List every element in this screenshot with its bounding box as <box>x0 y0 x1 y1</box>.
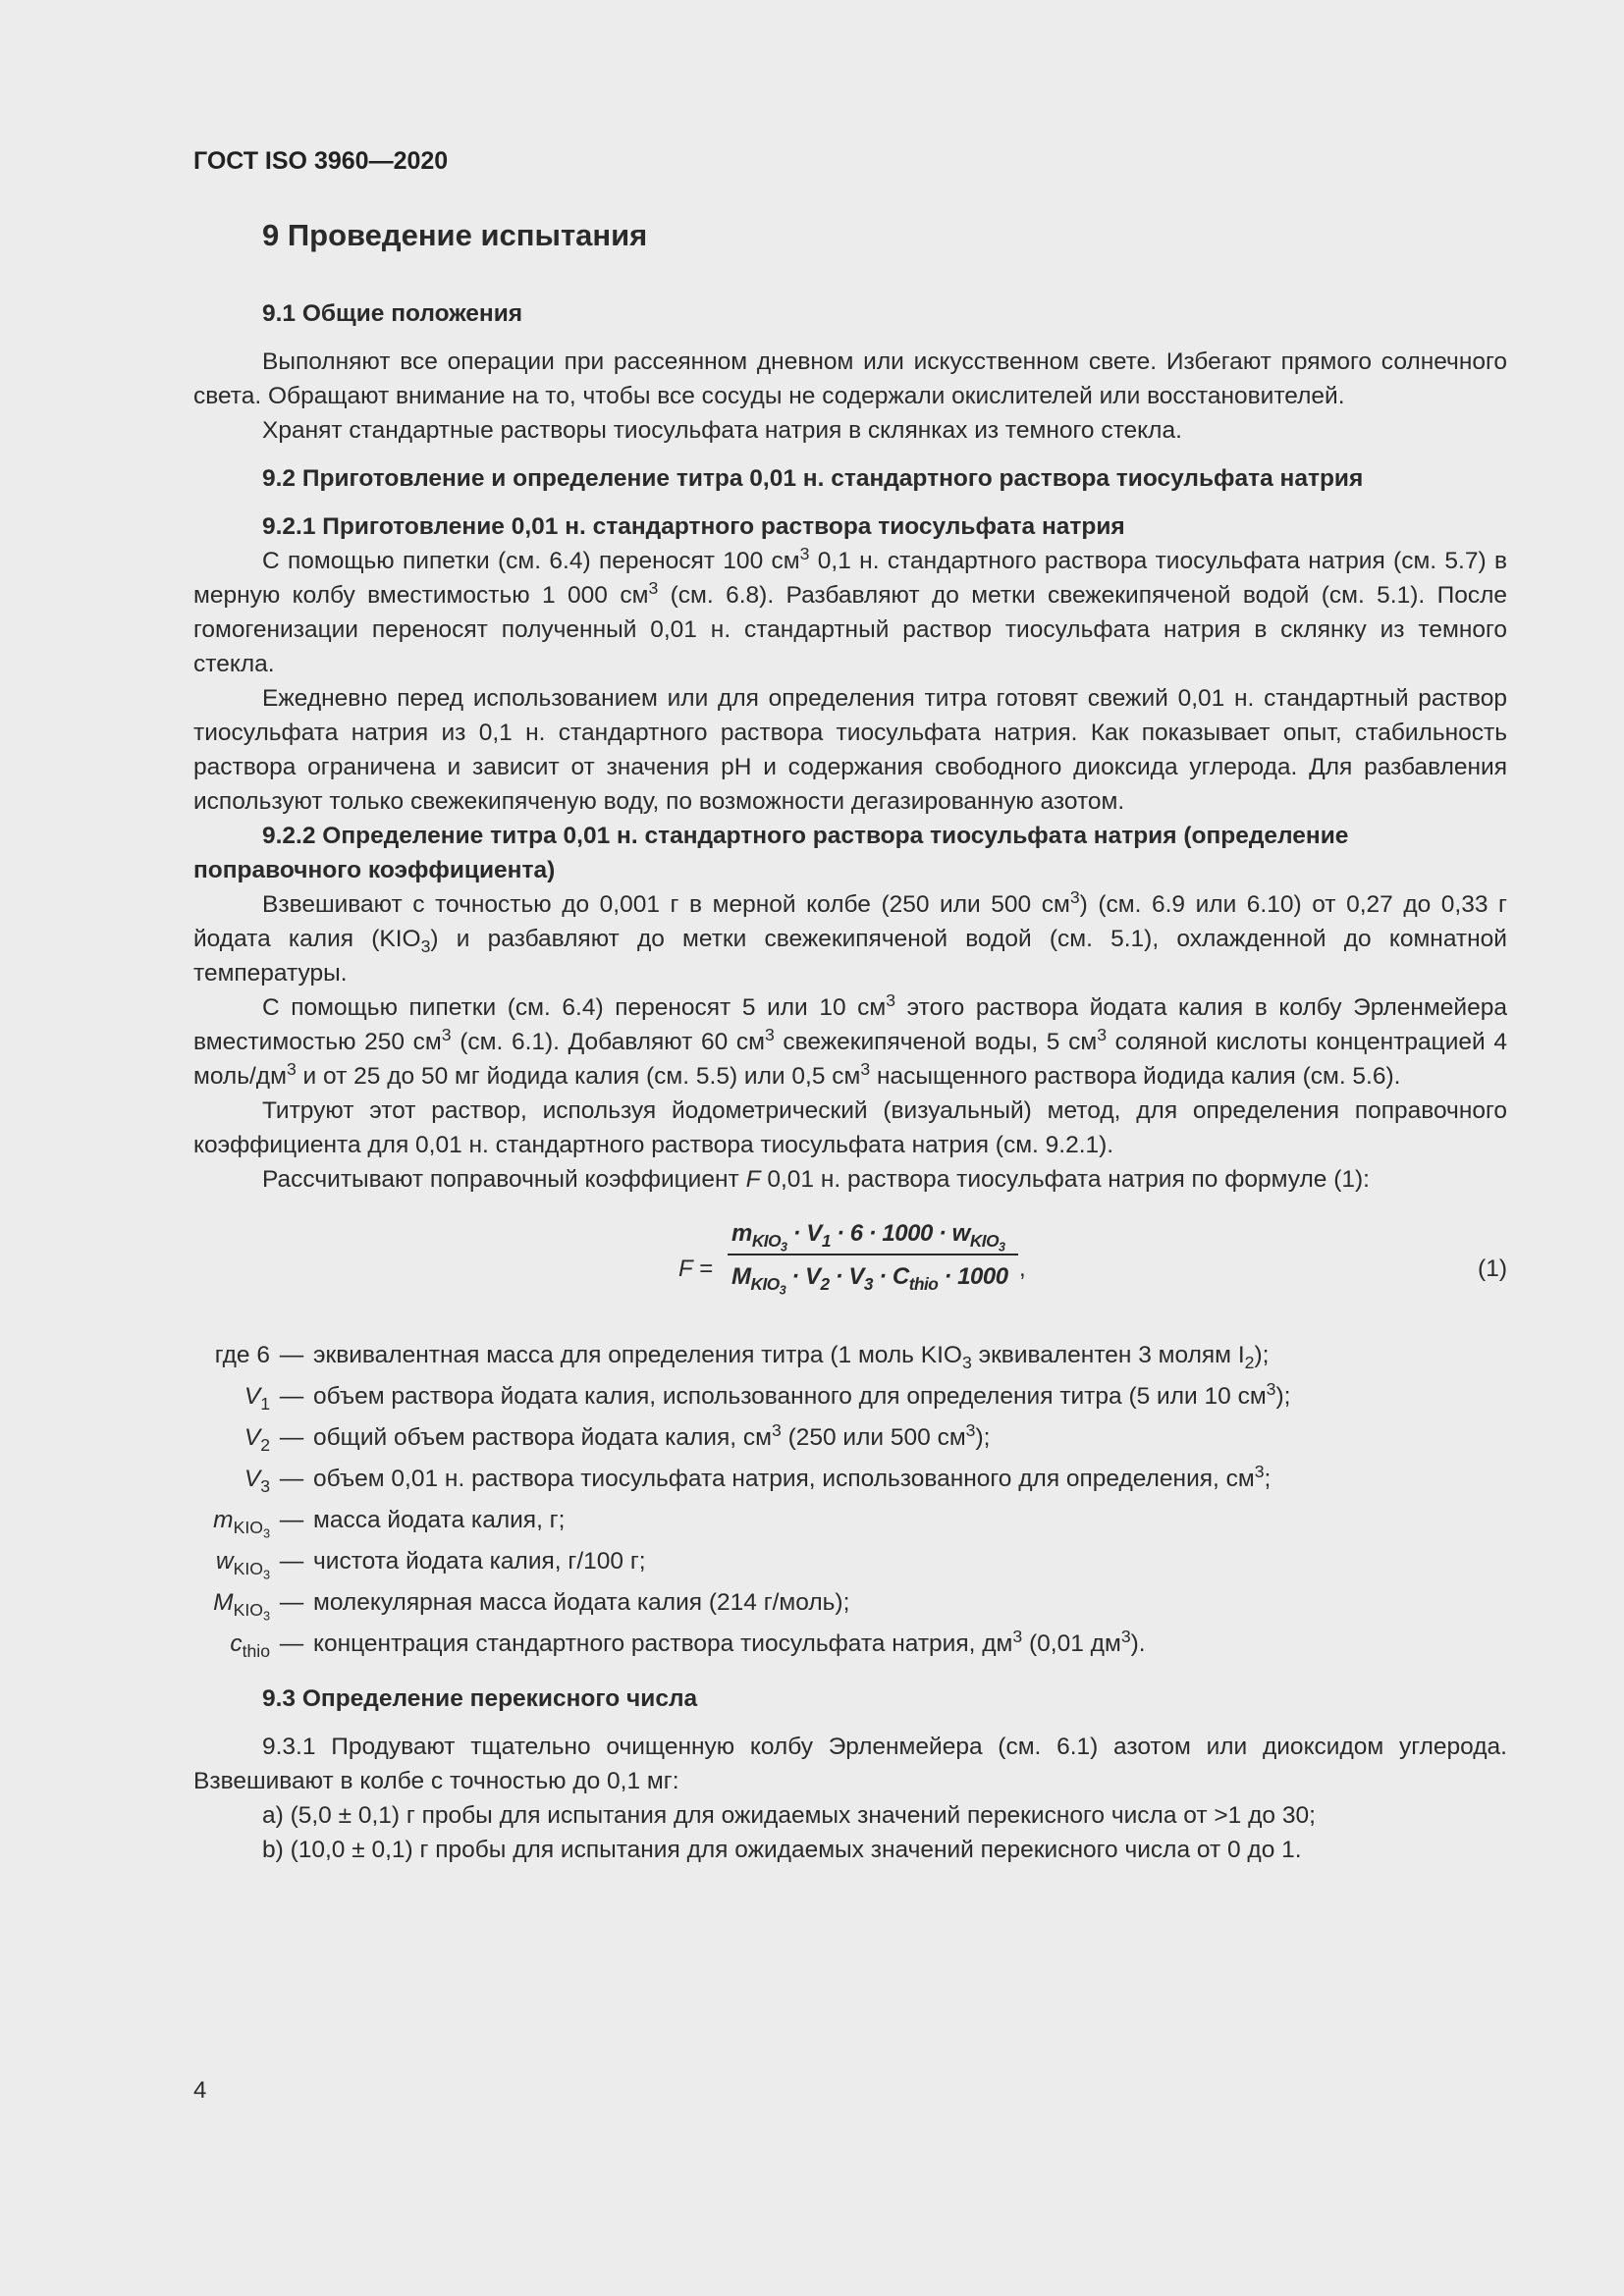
superscript: 3 <box>886 989 896 1010</box>
superscript: 3 <box>1254 1461 1265 1481</box>
subscript: 3 <box>262 1568 270 1582</box>
text-run: ); <box>1254 1342 1270 1368</box>
definition-text <box>313 1462 1507 1496</box>
text-run: насыщенного раствора йодида калия (см. 5.6). <box>870 1063 1401 1090</box>
text-run: ); <box>975 1424 991 1451</box>
superscript: 3 <box>441 1024 452 1044</box>
subscript: 3 <box>961 1352 972 1372</box>
text-run: С помощью пипетки (см. 6.4) переносят 5 или 10 см <box>262 994 887 1021</box>
subscript <box>233 1558 270 1582</box>
text-run: эквивалентная масса для определения титра (1 моль KIO <box>313 1342 962 1368</box>
superscript: 3 <box>648 577 659 598</box>
equation-number: (1) <box>1478 1255 1507 1282</box>
definition-symbol <box>193 1420 270 1455</box>
definition-symbol <box>193 1503 270 1541</box>
definition-row <box>193 1462 1507 1503</box>
dash: — <box>279 1383 304 1410</box>
subscript: thio <box>908 1273 939 1294</box>
subscript-text: KIO <box>233 1517 263 1537</box>
dash: — <box>279 1548 304 1575</box>
subscript: 3 <box>863 1273 874 1294</box>
dash: — <box>279 1507 304 1533</box>
list-item-a: a) (5,0 ± 0,1) г пробы для испытания для ожидаемых значений перекисного числа от >1 до 30; <box>262 1802 1316 1829</box>
definition-row <box>193 1379 1507 1420</box>
text-run: объем 0,01 н. раствора тиосульфата натрия, использованного для определения, см <box>313 1466 1255 1492</box>
definition-symbol: где 6 <box>214 1342 270 1368</box>
definition-row <box>193 1420 1507 1462</box>
subsection-title-9-2 <box>193 461 1507 496</box>
superscript: 3 <box>1266 1378 1276 1399</box>
text-run: Взвешивают с точностью до 0,001 г в мерной колбе (250 или 500 см <box>262 891 1070 918</box>
subscript: 3 <box>260 1475 270 1496</box>
text-run: ). <box>1130 1630 1146 1657</box>
text-run: эквивалентен 3 молям I <box>971 1342 1245 1368</box>
clause-title-9-2-2: 9.2.2 Определение титра 0,01 н. стандартного раствора тиосульфата натрия (определение поправочного коэффициента) <box>193 823 1349 883</box>
text-run: (250 или 500 см <box>781 1424 966 1451</box>
definition-symbol <box>193 1544 270 1582</box>
subscript: 3 <box>779 1283 786 1298</box>
subscript: 2 <box>260 1434 270 1455</box>
subscript-text: KIO <box>751 1230 782 1251</box>
definition-symbol <box>193 1585 270 1624</box>
text-run: концентрация стандартного раствора тиосульфата натрия, дм <box>313 1630 1013 1657</box>
text-run: соляной кислоты концентрацией 4 моль/дм <box>193 1029 1507 1090</box>
subscript-text: KIO <box>969 1230 1000 1251</box>
formula-lhs: F = <box>678 1255 713 1282</box>
formula-denominator <box>731 1259 1008 1298</box>
subsection-title-9-3: 9.3 Определение перекисного числа <box>262 1685 698 1712</box>
definition-row <box>193 1503 1507 1544</box>
text-run: свежекипяченой воды, 5 см <box>774 1029 1098 1055</box>
subscript <box>969 1230 1005 1255</box>
subscript: 3 <box>262 1526 270 1541</box>
paragraph <box>193 990 1507 1094</box>
page-content <box>193 216 1507 1867</box>
symbol: · V <box>785 1263 821 1290</box>
text-run: (см. 6.1). Добавляют 60 см <box>451 1029 765 1055</box>
subscript: 3 <box>781 1240 787 1255</box>
definition-row <box>193 1544 1507 1585</box>
paragraph: 9.3.1 Продувают тщательно очищенную колбу Эрленмейера (см. 6.1) азотом или диоксидом углерода. Взвешивают в колбе с точностью до 0,1 мг: <box>193 1734 1507 1794</box>
subsection-title-text: 9.2 Приготовление и определение титра 0,01 н. стандартного раствора тиосульфата натрия <box>262 465 1364 492</box>
superscript: 3 <box>799 543 810 563</box>
definition-text <box>313 1338 1507 1372</box>
symbol: V <box>244 1383 261 1410</box>
paragraph: Титруют этот раствор, используя йодометрический (визуальный) метод, для определения поправочного коэффициента для 0,01 н. стандартного раствора тиосульфата натрия (см. 9.2.1). <box>193 1097 1507 1158</box>
symbol: · 6 · 1000 · w <box>830 1220 970 1247</box>
superscript: 3 <box>286 1058 297 1079</box>
definition-text <box>313 1420 1507 1455</box>
variable-F: F <box>745 1166 761 1193</box>
text-run: (0,01 дм <box>1022 1630 1121 1657</box>
subscript <box>233 1517 270 1541</box>
dash: — <box>279 1424 304 1451</box>
superscript: 3 <box>764 1024 775 1044</box>
formula-numerator <box>731 1216 1005 1255</box>
paragraph: Ежедневно перед использованием или для определения титра готовят свежий 0,01 н. стандартный раствор тиосульфата натрия из 0,1 н. стандартного раствора тиосульфата натрия. Как показывает опыт, стабильность раствора ограничена и зависит от значения pH и содержания свободного диоксида углерода. Для разбавления используют только свежекипяченую воду, по возможности дегазированную азотом. <box>193 685 1507 815</box>
paragraph <box>193 544 1507 681</box>
superscript: 3 <box>965 1419 976 1440</box>
definitions-list <box>193 1338 1507 1668</box>
text-run: С помощью пипетки (см. 6.4) переносят 100 см <box>262 548 800 574</box>
paragraph <box>193 887 1507 990</box>
superscript: 3 <box>1012 1626 1023 1646</box>
definition-row <box>193 1338 1507 1379</box>
paragraph: Выполняют все операции при рассеянном дневном или искусственном свете. Избегают прямого солнечного света. Обращают внимание на то, чтобы все сосуды не содержали окислителей или восстановителей. <box>193 348 1507 409</box>
symbol: M <box>213 1589 234 1616</box>
paragraph: Хранят стандартные растворы тиосульфата натрия в склянках из темного стекла. <box>262 417 1182 444</box>
text-run: этого раствора йодата калия в колбу Эрленмейера вместимостью 250 см <box>193 994 1507 1055</box>
subscript: 2 <box>1244 1352 1255 1372</box>
text-run: общий объем раствора йодата калия, см <box>313 1424 772 1451</box>
text-run: и от 25 до 50 мг йодида калия (см. 5.5) или 0,5 см <box>296 1063 861 1090</box>
paragraph <box>193 1162 1507 1197</box>
superscript: 3 <box>1069 886 1080 907</box>
subscript <box>750 1273 786 1298</box>
symbol: · C <box>873 1263 909 1290</box>
subscript: 2 <box>820 1273 830 1294</box>
formula-1 <box>193 1208 1507 1326</box>
definition-text: молекулярная масса йодата калия (214 г/моль); <box>313 1589 850 1616</box>
subscript: 1 <box>821 1230 831 1251</box>
subscript <box>233 1599 270 1624</box>
subscript: 3 <box>999 1240 1005 1255</box>
symbol: w <box>215 1548 234 1575</box>
subscript: 3 <box>262 1609 270 1624</box>
symbol: m <box>213 1507 234 1533</box>
symbol: · 1000 <box>938 1263 1008 1290</box>
fraction-bar <box>728 1254 1018 1255</box>
definition-text <box>313 1627 1507 1661</box>
dash: — <box>279 1466 304 1492</box>
dash: — <box>279 1342 304 1368</box>
text-run: (см. 6.8). Разбавляют до метки свежекипяченой водой (см. 5.1). После гомогенизации переносят полученный 0,01 н. стандартный раствор тиосульфата натрия в склянку из темного стекла. <box>193 582 1508 677</box>
subsection-title-9-1: 9.1 Общие положения <box>262 300 523 327</box>
symbol: · V <box>786 1220 822 1247</box>
definition-text <box>313 1379 1507 1414</box>
text-run: ; <box>1264 1466 1272 1492</box>
text-run: 0,01 н. раствора тиосульфата натрия по формуле (1): <box>760 1166 1370 1193</box>
superscript: 3 <box>1097 1024 1107 1044</box>
symbol: m <box>731 1220 752 1247</box>
text-run: объем раствора йодата калия, использованного для определения титра (5 или 10 см <box>313 1383 1267 1410</box>
text-run: ) и разбавляют до метки свежекипяченой водой (см. 5.1), охлажденной до комнатной температуры. <box>193 926 1507 987</box>
text-run: Рассчитывают поправочный коэффициент <box>262 1166 746 1193</box>
running-header: ГОСТ ISO 3960—2020 <box>193 147 449 175</box>
formula-comma: , <box>1019 1255 1026 1282</box>
page-number: 4 <box>193 2077 207 2104</box>
dash: — <box>279 1589 304 1616</box>
definition-symbol <box>193 1462 270 1496</box>
dash: — <box>279 1630 304 1657</box>
subscript: 1 <box>260 1393 270 1414</box>
section-title: 9 Проведение испытания <box>262 218 648 252</box>
text-run: 0,1 н. стандартного раствора тиосульфата натрия (см. 5.7) в мерную колбу вместимостью 1 000 см <box>193 548 1507 609</box>
symbol: · V <box>829 1263 864 1290</box>
list-item-b: b) (10,0 ± 0,1) г пробы для испытания для ожидаемых значений перекисного числа от 0 до 1. <box>262 1837 1302 1863</box>
definition-text: масса йодата калия, г; <box>313 1507 566 1533</box>
definition-row <box>193 1585 1507 1627</box>
symbol: c <box>230 1630 243 1657</box>
text-run: ); <box>1275 1383 1291 1410</box>
subscript <box>751 1230 787 1255</box>
superscript: 3 <box>771 1419 782 1440</box>
symbol: V <box>244 1466 261 1492</box>
clause-title-9-2-1: 9.2.1 Приготовление 0,01 н. стандартного раствора тиосульфата натрия <box>262 513 1125 540</box>
definition-symbol <box>193 1379 270 1414</box>
subscript: 3 <box>420 935 431 956</box>
subscript-text: KIO <box>233 1599 263 1620</box>
subscript-text: KIO <box>233 1558 263 1578</box>
text-run: ) (см. 6.9 или 6.10) от 0,27 до 0,33 г йодата калия (KIO <box>193 891 1507 952</box>
subscript: thio <box>242 1640 270 1661</box>
superscript: 3 <box>860 1058 871 1079</box>
symbol: M <box>731 1263 751 1290</box>
definition-symbol <box>193 1627 270 1661</box>
subscript-text: KIO <box>750 1273 780 1294</box>
symbol: V <box>244 1424 261 1451</box>
definition-text: чистота йодата калия, г/100 г; <box>313 1548 646 1575</box>
superscript: 3 <box>1120 1626 1131 1646</box>
definition-row <box>193 1627 1507 1668</box>
